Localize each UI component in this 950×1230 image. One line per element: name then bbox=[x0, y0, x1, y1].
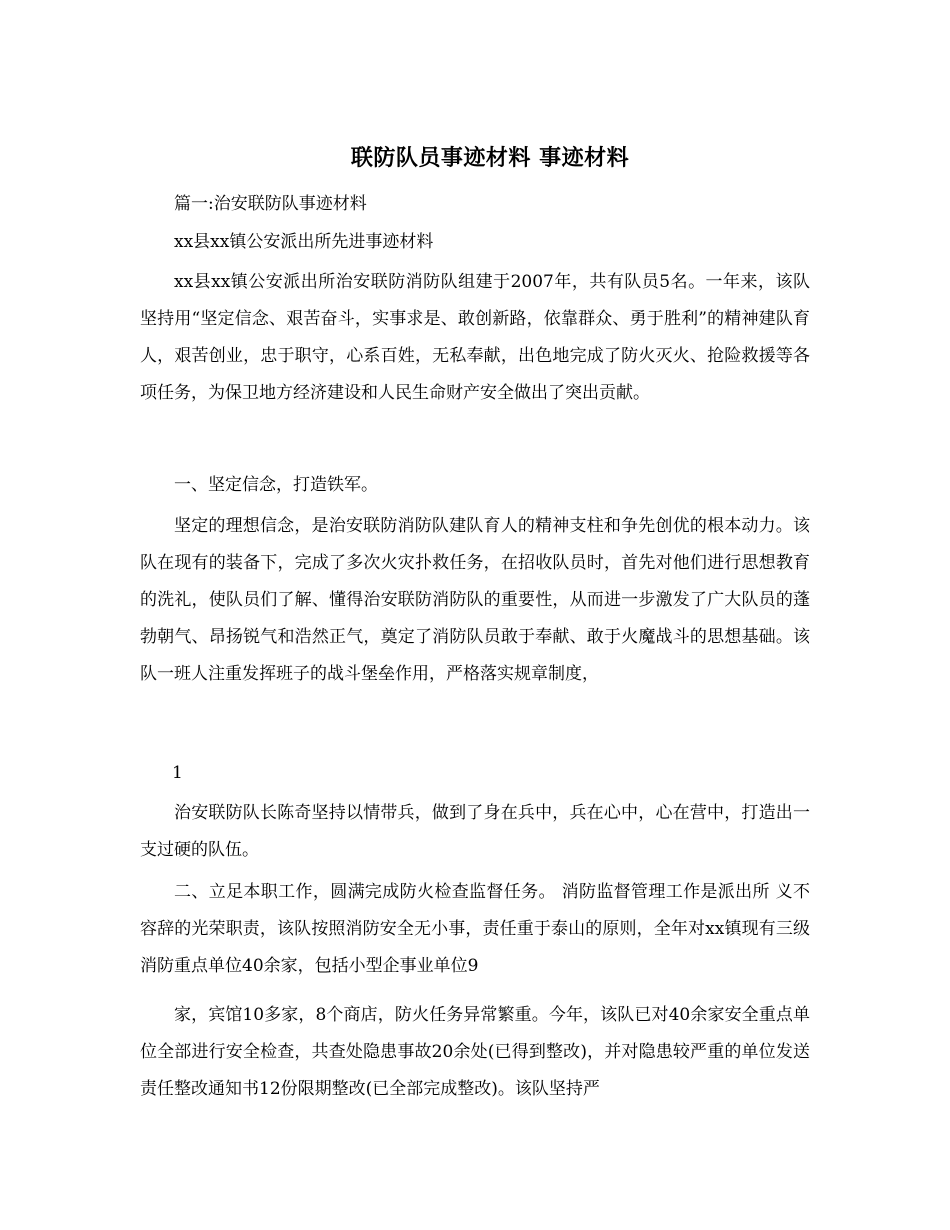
subtitle-paragraph: xx县xx镇公安派出所先进事迹材料 bbox=[174, 232, 434, 252]
section-heading-1: 篇一:治安联防队事迹材料 bbox=[174, 194, 367, 214]
body-paragraph-inspection: 二、立足本职工作，圆满完成防火检查监督任务。 消防监督管理工作是派出所 义不容辞的光荣职责，该队按照消防安全无小事，责任重于泰山的原则，全年对xx镇现有三级消防重点单位40余家，包括小型企事业单位9 bbox=[140, 882, 810, 976]
document-title: 联防队员事迹材料 事迹材料 bbox=[350, 145, 630, 171]
body-paragraph-belief: 坚定的理想信念，是治安联防消防队建队育人的精神支柱和争先创优的根本动力。该队在现有的装备下，完成了多次火灾扑救任务，在招收队员时，首先对他们进行思想教育的洗礼，使队员们了解、懂得治安联防消防队的重要性，从而进一步激发了广大队员的蓬勃朝气、昂扬锐气和浩然正气，奠定了消防队员敢于奉献、敢于火魔战斗的思想基础。该队一班人注重发挥班子的战斗堡垒作用，严格落实规章制度， bbox=[140, 516, 810, 684]
body-paragraph-captain: 治安联防队长陈奇坚持以情带兵，做到了身在兵中，兵在心中，心在营中，打造出一支过硬的队伍。 bbox=[140, 803, 810, 860]
section-heading-2: 一、坚定信念，打造铁军。 bbox=[174, 475, 378, 495]
body-paragraph-intro: xx县xx镇公安派出所治安联防消防队组建于2007年，共有队员5名。一年来，该队坚持用“坚定信念、艰苦奋斗，实事求是、敢创新路，依靠群众、勇于胜利”的精神建队育人，艰苦创业，忠于职守，心系百姓，无私奉献，出色地完成了防火灭火、抢险救援等各项任务，为保卫地方经济建设和人民生命财产安全做出了突出贡献。 bbox=[140, 272, 810, 403]
body-paragraph-checks: 家，宾馆10多家，8个商店，防火任务异常繁重。今年，该队已对40余家安全重点单位全部进行安全检查，共查处隐患事故20余处(已得到整改)，并对隐患较严重的单位发送责任整改通知书12份限期整改(已全部完成整改)。该队坚持严 bbox=[140, 1005, 810, 1099]
page-number: 1 bbox=[172, 763, 183, 783]
